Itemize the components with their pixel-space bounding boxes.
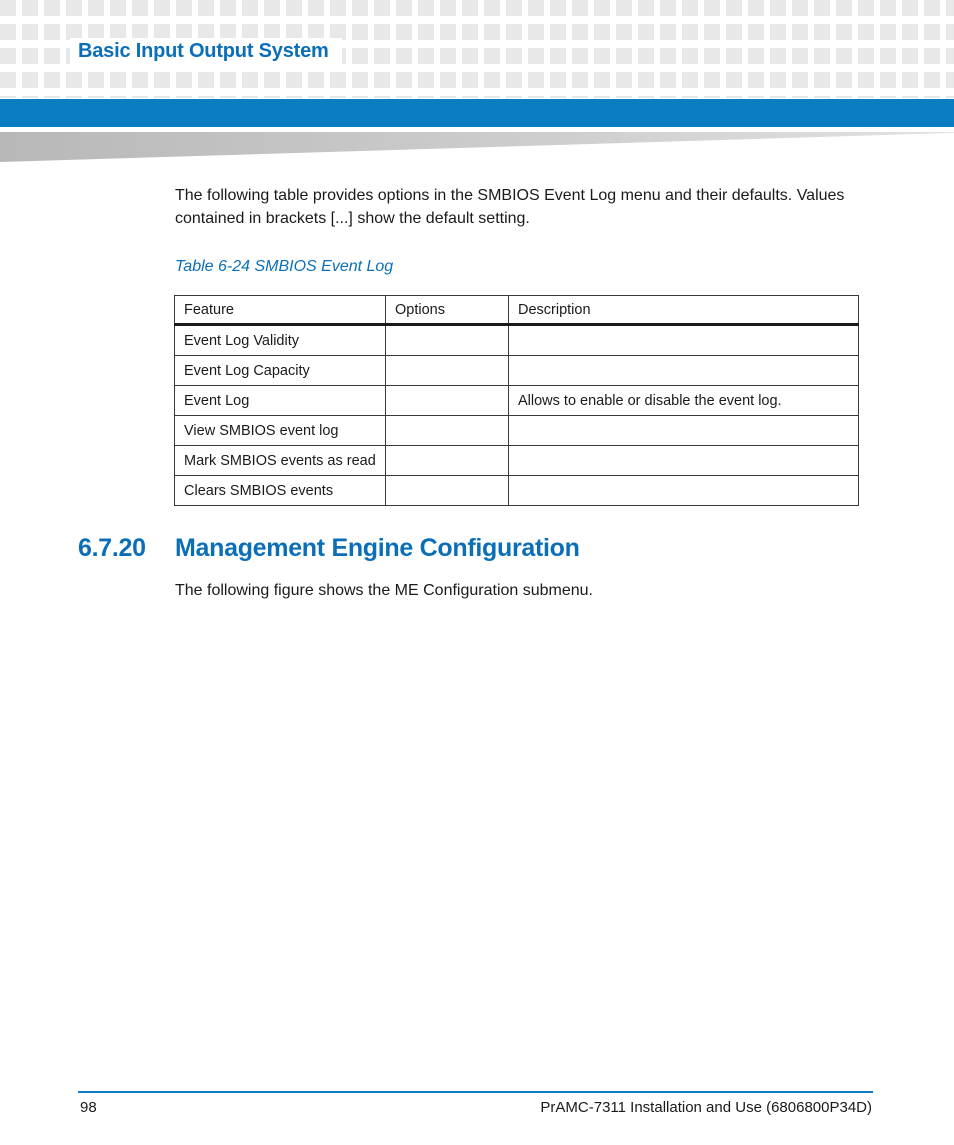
cell-feature: View SMBIOS event log [175, 416, 386, 446]
header-title: Basic Input Output System [78, 40, 329, 62]
cell-feature: Event Log Capacity [175, 356, 386, 386]
table-row [175, 325, 859, 356]
header-gray-wedge [0, 132, 954, 162]
table-header-row [175, 296, 859, 325]
cell-description [509, 446, 859, 476]
header-blue-bar [0, 99, 954, 127]
section-heading [78, 534, 580, 563]
intro-paragraph: The following table provides options in the SMBIOS Event Log menu and their defaults. Values contained in brackets [...] show the default setting. [175, 187, 845, 227]
cell-description [509, 356, 859, 386]
table-row [175, 356, 859, 386]
smbios-event-log-table [174, 295, 859, 506]
cell-options [386, 386, 509, 416]
table-caption: Table 6-24 SMBIOS Event Log [175, 258, 394, 275]
table-row [175, 386, 859, 416]
table-row [175, 476, 859, 506]
cell-description: Allows to enable or disable the event log. [509, 386, 859, 416]
cell-description [509, 476, 859, 506]
cell-options [386, 356, 509, 386]
cell-feature: Event Log Validity [175, 325, 386, 356]
cell-description [509, 416, 859, 446]
page-number: 98 [80, 1099, 97, 1116]
section-paragraph: The following figure shows the ME Configuration submenu. [175, 582, 593, 599]
cell-options [386, 325, 509, 356]
cell-description [509, 325, 859, 356]
cell-feature: Mark SMBIOS events as read [175, 446, 386, 476]
footer-rule [78, 1091, 873, 1093]
cell-options [386, 476, 509, 506]
section-title-text: Management Engine Configuration [175, 534, 580, 562]
cell-feature: Event Log [175, 386, 386, 416]
footer-document-title: PrAMC-7311 Installation and Use (6806800P34D) [540, 1099, 872, 1116]
cell-feature: Clears SMBIOS events [175, 476, 386, 506]
cell-options [386, 446, 509, 476]
column-header-feature: Feature [175, 296, 386, 325]
section-number: 6.7.20 [78, 534, 146, 562]
table-row [175, 416, 859, 446]
column-header-description: Description [509, 296, 859, 325]
cell-options [386, 416, 509, 446]
column-header-options: Options [386, 296, 509, 325]
table-row [175, 446, 859, 476]
